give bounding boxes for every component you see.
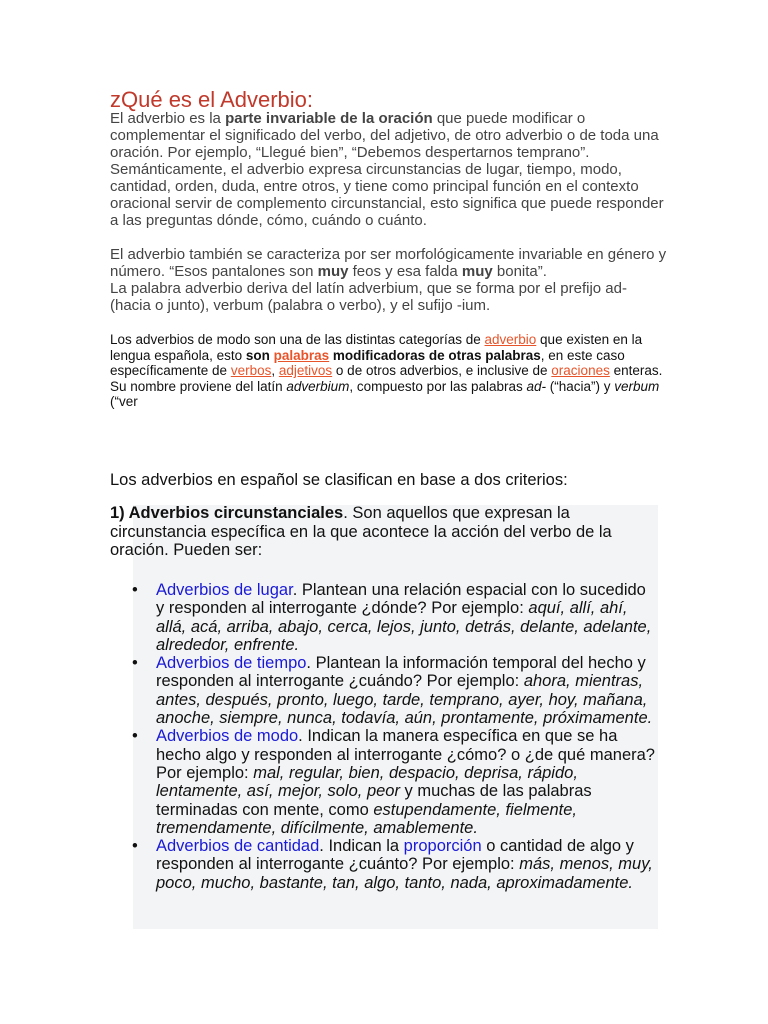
definition-paragraph (110, 110, 670, 229)
item-lead: Adverbios de lugar (156, 581, 293, 599)
list-item-cantidad (110, 837, 658, 892)
link-proporcion[interactable]: proporción (403, 837, 482, 856)
text: El adverbio es la (110, 110, 226, 127)
modo-paragraph (110, 332, 665, 410)
text: (“ver (110, 394, 138, 409)
item-examples: más, menos, muy, poco, mucho, bastante, tan, algo, tanto, nada, aproximadamente. (156, 855, 653, 892)
text: que puede modificar o complementar el significado del verbo, del adjetivo, de otro adverbio o de toda una oración. Por ejemplo, “Llegué bien”, “Debemos despertarnos temprano”. Semánticamente, el adverbio expresa circunstancias de lugar, tiempo, modo, cantidad, orden, duda, entre otros, y tiene como principal función en el contexto oracional servir de complemento circunstancial, esto significa que puede responder a las preguntas dónde, cómo, cuándo o cuánto. (110, 110, 664, 229)
invariable-paragraph (110, 246, 670, 314)
bold-text: muy (317, 263, 349, 280)
text: o de otros adverbios, e inclusive de (332, 363, 552, 378)
bold-text: 1) Adverbios circunstanciales (110, 504, 344, 522)
text: . Son aquellos que expresan la circunstancia específica en la que acontece la acción del verbo de la oración. Pueden ser: (110, 504, 612, 559)
text: que existen en la lengua española, esto (110, 332, 643, 363)
adverb-types-list (110, 581, 658, 892)
item-text: . Indican la (319, 837, 404, 856)
text: enteras. Su nombre proviene del latín (110, 363, 663, 394)
item-text: . Plantean una relación espacial con lo sucedido y responden al interrogante ¿dónde? Por ejemplo: (156, 581, 646, 618)
text: , (271, 363, 279, 378)
item-lead: Adverbios de cantidad (156, 837, 320, 856)
italic-text: ad- (526, 378, 547, 394)
etymology-line: La palabra adverbio deriva del latín adverbium, que se forma por el prefijo ad- (hacia o junto), verbum (palabra o verbo), y el sufijo -ium. (110, 280, 627, 314)
bullet-icon: • (132, 581, 138, 599)
text: Los adverbios de modo son una de las distintas categorías de (110, 332, 485, 347)
item-text: y muchas de las palabras terminadas con mente, como (156, 782, 592, 819)
bold-text: modificadoras de otras palabras (329, 347, 541, 363)
link-adverbio[interactable]: adverbio (484, 332, 537, 347)
bold-text: parte invariable de la oración (225, 110, 433, 127)
list-item-tiempo (110, 654, 658, 727)
item-examples: mal, regular, bien, despacio, deprisa, rápido, lentamente, así, mejor, solo, peor (156, 763, 578, 801)
item-examples: ahora, mientras, antes, después, pronto, luego, tarde, temprano, ayer, hoy, mañana, anoche, siempre, nunca, todavía, aún, prontamente, próximamente. (156, 672, 653, 728)
item-lead: Adverbios de tiempo (156, 654, 307, 673)
text: , compuesto por las palabras (349, 378, 527, 394)
link-palabras[interactable]: palabras (273, 347, 330, 363)
list-item-modo (110, 727, 658, 837)
item-text: . Plantean la información temporal del hecho y responden al interrogante ¿cuándo? Por ejemplo: (156, 654, 646, 691)
item-lead: Adverbios de modo (156, 727, 299, 746)
bullet-icon: • (132, 654, 138, 673)
text: , en este caso específicamente de (110, 347, 625, 378)
text: feos y esa falda (348, 263, 462, 280)
link-oraciones[interactable]: oraciones (551, 363, 610, 378)
classification-intro: Los adverbios en español se clasifican en base a dos criterios: (110, 471, 568, 489)
circumstantial-heading-paragraph (110, 504, 658, 560)
italic-text: adverbium (286, 378, 350, 394)
page-title: zQué es el Adverbio: (110, 87, 314, 112)
bullet-icon: • (132, 727, 138, 746)
bold-text: son (245, 347, 274, 363)
bold-text: muy (461, 263, 493, 280)
item-text: . Indican la manera específica en que se ha hecho algo y responden al interrogante ¿cómo? o ¿de qué manera? Por ejemplo: (156, 727, 655, 782)
line (110, 246, 670, 280)
link-verbos[interactable]: verbos (230, 363, 272, 378)
item-text: o cantidad de algo y responden al interrogante ¿cuánto? Por ejemplo: (156, 837, 634, 874)
list-item-lugar (110, 581, 658, 654)
text: El adverbio también se caracteriza por ser morfológicamente invariable en género y número. “Esos pantalones son (110, 246, 667, 280)
italic-text: verbum (614, 378, 660, 394)
text: (“hacia”) y (546, 378, 615, 394)
item-examples: aquí, allí, ahí, allá, acá, arriba, abajo, cerca, lejos, junto, detrás, delante, adelante, alrededor, enfrente. (156, 599, 652, 654)
item-examples: estupendamente, fielmente, tremendamente, difícilmente, amablemente. (156, 800, 577, 837)
link-adjetivos[interactable]: adjetivos (278, 363, 333, 378)
bullet-icon: • (132, 837, 138, 856)
text: bonita”. (492, 263, 547, 280)
